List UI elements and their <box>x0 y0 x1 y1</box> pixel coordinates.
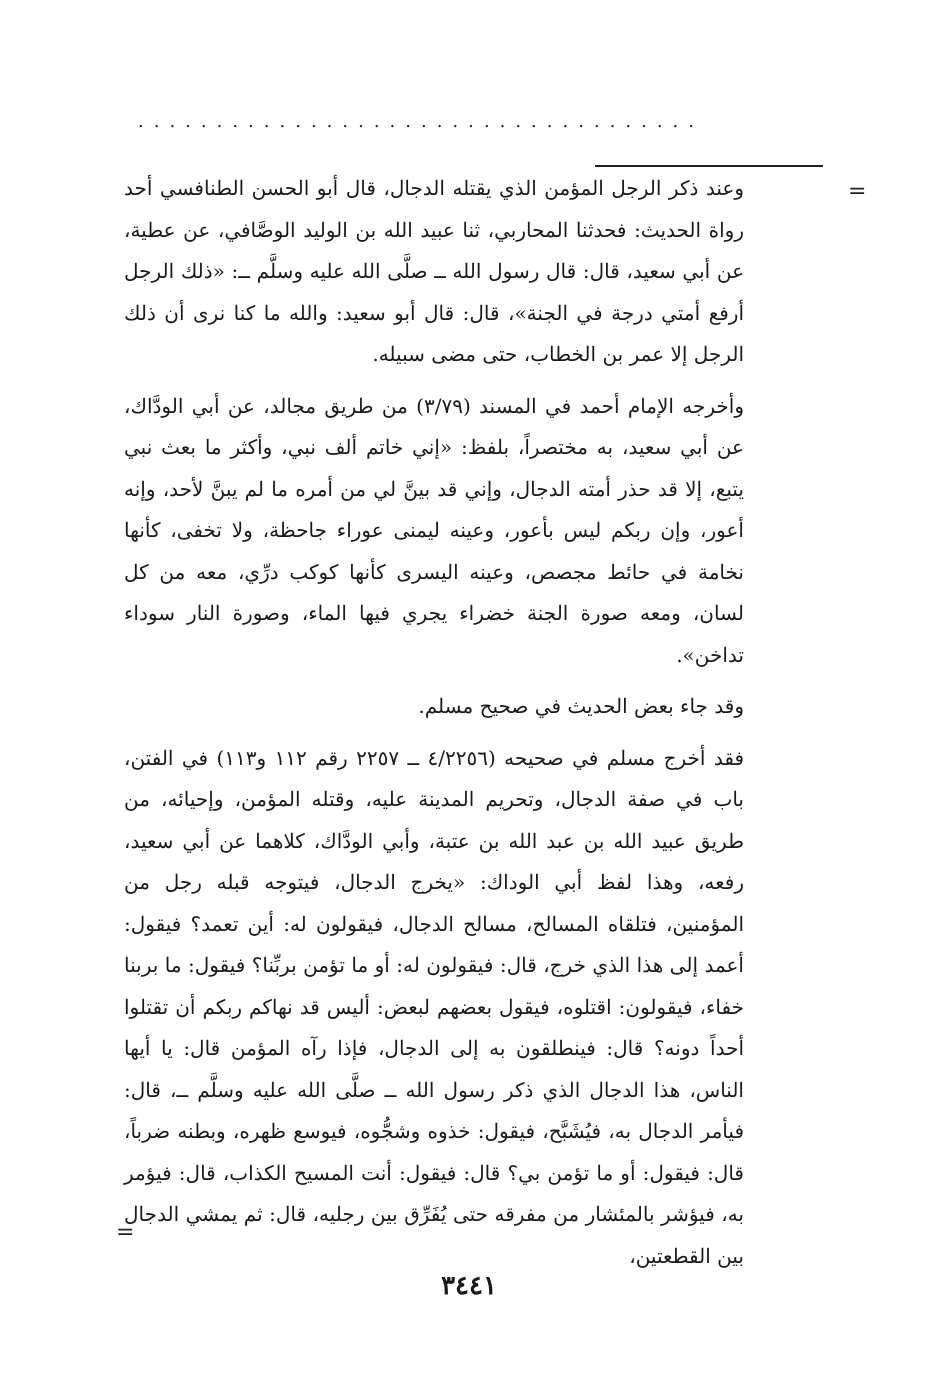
body-text <box>124 168 744 1287</box>
paragraph-3: وقد جاء بعض الحديث في صحيح مسلم. <box>418 694 744 718</box>
paragraph-1: وعند ذكر الرجل المؤمن الذي يقتله الدجال، قال أبو الحسن الطنافسي أحد رواة الحديث: فحدثنا المحاربي، ثنا عبيد الله بن الوليد الوصَّافي، عن عطية، عن أبي سعيد، قال: قال رسول الله ــ صلَّى الله عليه وسلَّم ــ: «ذلك الرجل أرفع أمتي درجة في الجنة»، قال: قال أبو سعيد: والله ما كنا نرى أن ذلك الرجل إلا عمر بن الخطاب، حتى مضى سبيله. <box>124 176 744 366</box>
paragraph-2: وأخرجه الإمام أحمد في المسند (٣/٧٩) من طريق مجالد، عن أبي الودَّاك، عن أبي سعيد، به مختصراً، بلفظ: «إني خاتم ألف نبي، وأكثر ما بعث نبي يتبع، إلا قد حذر أمته الدجال، وإني قد بينَّ لي من أمره ما لم يبنَّ لأحد، وإنه أعور، وإن ربكم ليس بأعور، وعينه ليمنى عوراء جاحظة، ولا تخفى، كأنها نخامة في حائط مجصص، وعينه اليسرى كأنها كوكب درِّي، معه من كل لسان، ومعه صورة الجنة خضراء يجري فيها الماء، وصورة النار سوداء تداخن». <box>124 393 744 667</box>
page-number: ٣٤٤١ <box>441 1271 497 1301</box>
paragraph-4: فقد أخرج مسلم في صحيحه (٤/٢٢٥٦ ــ ٢٢٥٧ رقم ١١٢ و١١٣) في الفتن، باب في صفة الدجال، وتحريم المدينة عليه، وقتله المؤمن، وإحيائه، من طريق عبيد الله بن عبد الله بن عتبة، وأبي الودَّاك، كلاهما عن أبي سعيد، رفعه، وهذا لفظ أبي الوداك: «يخرج الدجال، فيتوجه قبله رجل من المؤمنين، فتلقاه المسالح، مسالح الدجال، فيقولون له: أين تعمد؟ فيقول: أعمد إلى هذا الذي خرج، قال: فيقولون له: أو ما تؤمن بربِّنا؟ فيقول: ما بربنا خفاء، فيقولون: اقتلوه، فيقول بعضهم لبعض: أليس قد نهاكم ربكم أن تقتلوا أحداً دونه؟ قال: فينطلقون به إلى الدجال، فإذا رآه المؤمن قال: يا أيها الناس، هذا الدجال الذي ذكر رسول الله ــ صلَّى الله عليه وسلَّم ــ، قال: فيأمر الدجال به، فيُشَبَّح، فيقول: خذوه وشجُّوه، فيوسع ظهره، وبطنه ضرباً، قال: فيقول: أو ما تؤمن بي؟ قال: فيقول: أنت المسيح الكذاب، قال: فيؤمر به، فيؤشر بالمئشار من مفرقه حتى يُفَرِّق بين رجليه، قال: ثم يمشي الدجال بين القطعتين، <box>124 745 745 1268</box>
continuation-mark-top: = <box>848 179 867 204</box>
continuation-mark-bottom: = <box>116 1220 135 1245</box>
dotted-separator: .................................... <box>138 112 704 132</box>
section-rule <box>595 165 823 167</box>
